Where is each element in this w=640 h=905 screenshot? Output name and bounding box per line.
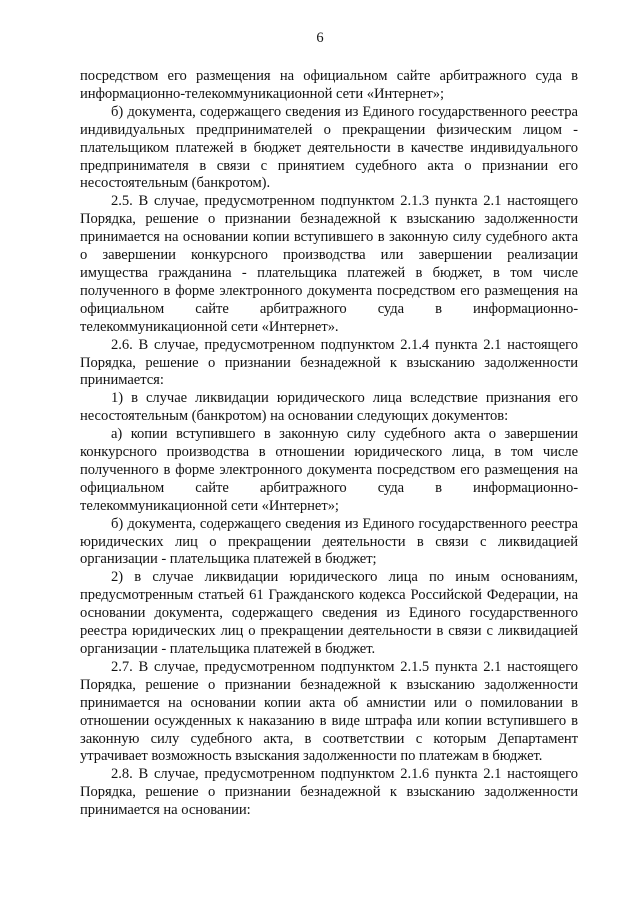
paragraph-item-1-bankruptcy: 1) в случае ликвидации юридического лица вследствие признания его несостоятельным (банкротом) на основании следующих документов: bbox=[80, 390, 578, 425]
paragraph-2-5: 2.5. В случае, предусмотренном подпунктом 2.1.3 пункта 2.1 настоящего Порядка, решение о признании безнадежной к взысканию задолженности принимается на основании копии вступившего в законную силу судебного акта о завершении конкурсного производства или завершении реализации имущества гражданина - плательщика платежей в бюджет, в том числе полученного в форме электронного документа посредством его размещения на официальном сайте арбитражного суда в информационно-телекоммуникационной сети «Интернет». bbox=[80, 193, 578, 335]
paragraph-continuation: посредством его размещения на официальном сайте арбитражного суда в информационно-телекоммуникационной сети «Интернет»; bbox=[80, 68, 578, 102]
paragraph-2-7: 2.7. В случае, предусмотренном подпунктом 2.1.5 пункта 2.1 настоящего Порядка, решение о признании безнадежной к взысканию задолженности принимается на основании копии акта об амнистии или о помиловании в отношении осужденных к наказанию в виде штрафа или копии вступившего в законную силу судебного акта, в соответствии с которым Департамент утрачивает возможность взыскания задолженности по платежам в бюджет. bbox=[80, 658, 578, 765]
paragraph-2-6: 2.6. В случае, предусмотренном подпунктом 2.1.4 пункта 2.1 настоящего Порядка, решение о признании безнадежной к взысканию задолженности принимается: bbox=[80, 336, 578, 389]
paragraph-item-b-egrip: б) документа, содержащего сведения из Единого государственного реестра индивидуальных предпринимателей о прекращении физическим лицом - плательщиком платежей в бюджет деятельности в качестве индивидуального предпринимателя в связи с принятием судебного акта о признании его несостоятельным (банкротом). bbox=[80, 103, 578, 192]
document-body bbox=[80, 68, 578, 820]
paragraph-item-2-liquidation: 2) в случае ликвидации юридического лица по иным основаниям, предусмотренным статьей 61 Гражданского кодекса Российской Федерации, на основании документа, содержащего сведения из Единого государственного реестра юридических лиц о прекращении деятельности в связи с ликвидацией организации - плательщика платежей в бюджет. bbox=[80, 569, 578, 657]
paragraph-2-8: 2.8. В случае, предусмотренном подпунктом 2.1.6 пункта 2.1 настоящего Порядка, решение о признании безнадежной к взысканию задолженности принимается на основании: bbox=[80, 766, 578, 819]
page-number: 6 bbox=[316, 30, 324, 46]
paragraph-item-b-egrul: б) документа, содержащего сведения из Единого государственного реестра юридических лиц о прекращении деятельности в связи с ликвидацией организации - плательщика платежей в бюджет; bbox=[80, 515, 578, 568]
paragraph-item-a-court-act: а) копии вступившего в законную силу судебного акта о завершении конкурсного производства в отношении юридического лица, в том числе полученного в форме электронного документа посредством его размещения на официальном сайте арбитражного суда в информационно-телекоммуникационной сети «Интернет»; bbox=[80, 426, 578, 514]
